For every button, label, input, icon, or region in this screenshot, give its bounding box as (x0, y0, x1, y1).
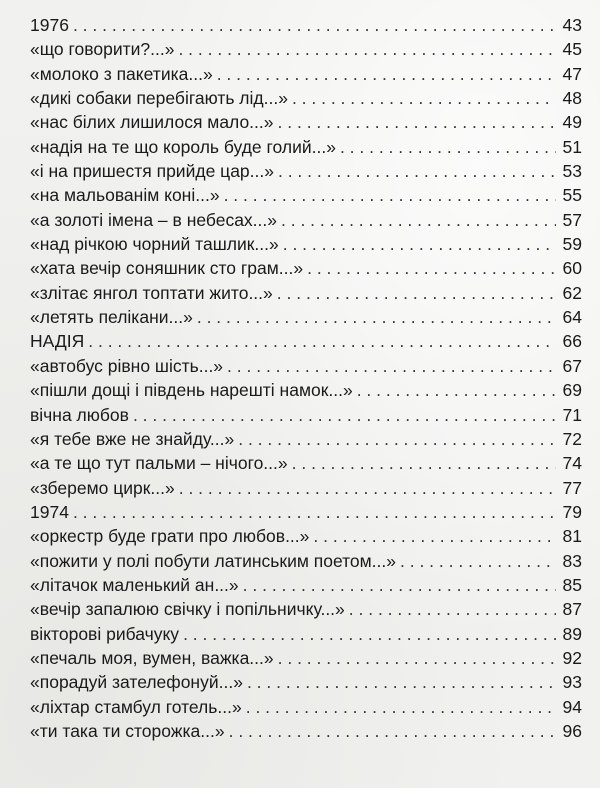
toc-entry-page: 94 (562, 696, 582, 717)
toc-entry-page: 48 (562, 88, 582, 109)
toc-entry-title: «дикі собаки перебігають лід...» (30, 88, 288, 109)
toc-entry-page: 87 (562, 599, 582, 620)
toc-entry-page: 57 (562, 209, 582, 230)
dot-leader (227, 356, 556, 377)
toc-entry-title: «вечір запалюю свічку і попільничку...» (30, 599, 345, 620)
toc-entry-page: 55 (562, 185, 582, 206)
toc-entry (30, 283, 582, 307)
table-of-contents (30, 15, 582, 745)
toc-entry-title: «на мальованім коні...» (30, 185, 220, 206)
toc-entry-page: 64 (562, 307, 582, 328)
toc-entry-page: 83 (562, 550, 582, 571)
dot-leader (217, 64, 556, 85)
dot-leader (246, 697, 556, 718)
toc-entry (30, 64, 582, 88)
toc-entry-title: «зберемо цирк...» (30, 477, 175, 498)
toc-entry-page: 62 (562, 282, 582, 303)
toc-entry-page: 81 (562, 526, 582, 547)
toc-entry-title: «я тебе вже не знайду...» (30, 428, 235, 449)
toc-entry (30, 721, 582, 745)
dot-leader (197, 307, 556, 328)
toc-entry (30, 331, 582, 355)
toc-entry-title: «і на пришестя прийде цар...» (30, 161, 274, 182)
toc-entry-page: 89 (562, 623, 582, 644)
toc-entry-page: 72 (562, 428, 582, 449)
toc-entry-title: «ти така ти сторожка...» (30, 720, 225, 741)
toc-entry (30, 575, 582, 599)
toc-entry-page: 60 (562, 258, 582, 279)
dot-leader (183, 624, 556, 645)
toc-entry (30, 380, 582, 404)
toc-entry-title: «автобус рівно шість...» (30, 355, 224, 376)
toc-entry-page: 49 (562, 112, 582, 133)
toc-entry-title: «злітає янгол топтати жито...» (30, 282, 273, 303)
toc-entry-page: 51 (562, 136, 582, 157)
toc-entry-title: «а золоті імена – в небесах...» (30, 209, 277, 230)
dot-leader (278, 161, 556, 182)
toc-entry (30, 478, 582, 502)
toc-entry (30, 185, 582, 209)
toc-entry-title: «ліхтар стамбул готель...» (30, 696, 242, 717)
toc-entry-title: «молоко з пакетика...» (30, 63, 213, 84)
dot-leader (292, 88, 556, 109)
toc-entry (30, 502, 582, 526)
dot-leader (73, 15, 556, 36)
toc-entry (30, 526, 582, 550)
toc-entry (30, 137, 582, 161)
toc-entry (30, 234, 582, 258)
dot-leader (313, 526, 556, 547)
toc-entry (30, 15, 582, 39)
dot-leader (400, 551, 556, 572)
toc-entry-title: «літачок маленький ан...» (30, 574, 239, 595)
dot-leader (247, 672, 556, 693)
toc-entry-title: «печаль моя, вумен, важка...» (30, 647, 274, 668)
dot-leader (349, 599, 556, 620)
toc-entry-page: 67 (562, 355, 582, 376)
toc-entry-title: вікторові рибачуку (30, 623, 180, 644)
toc-entry (30, 210, 582, 234)
dot-leader (229, 721, 556, 742)
dot-leader (224, 185, 556, 206)
toc-entry-page: 71 (562, 404, 582, 425)
toc-entry-title: «що говорити?...» (30, 39, 175, 60)
toc-entry (30, 161, 582, 185)
toc-entry-title: «нас білих лишилося мало...» (30, 112, 274, 133)
toc-entry-page: 79 (562, 501, 582, 522)
dot-leader (357, 380, 556, 401)
dot-leader (73, 502, 556, 523)
toc-entry (30, 551, 582, 575)
dot-leader (340, 137, 556, 158)
toc-entry-title: «летять пелікани...» (30, 307, 193, 328)
toc-entry-title: «пішли дощі і південь нарешті намок...» (30, 380, 353, 401)
toc-entry-page: 43 (562, 15, 582, 35)
toc-entry-page: 74 (562, 453, 582, 474)
toc-entry-title: «надія на те що король буде голий...» (30, 136, 336, 157)
toc-entry (30, 672, 582, 696)
dot-leader (277, 283, 556, 304)
toc-entry-title: вічна любов (30, 404, 129, 425)
dot-leader (243, 575, 556, 596)
toc-entry (30, 405, 582, 429)
toc-entry-page: 66 (562, 331, 582, 352)
dot-leader (88, 331, 556, 352)
dot-leader (238, 429, 556, 450)
toc-entry (30, 648, 582, 672)
dot-leader (133, 405, 556, 426)
toc-entry-title: «порадуй зателефонуй...» (30, 672, 243, 693)
toc-entry (30, 112, 582, 136)
toc-entry-page: 85 (562, 574, 582, 595)
toc-entry-page: 93 (562, 672, 582, 693)
toc-entry-page: 53 (562, 161, 582, 182)
toc-entry (30, 307, 582, 331)
toc-entry-title: «над річкою чорний ташлик...» (30, 234, 279, 255)
toc-entry (30, 88, 582, 112)
dot-leader (179, 478, 556, 499)
toc-entry (30, 258, 582, 282)
toc-entry-title: 1974 (30, 501, 69, 522)
toc-entry-page: 69 (562, 380, 582, 401)
toc-entry-title: «а те що тут пальми – нічого...» (30, 453, 288, 474)
toc-entry (30, 697, 582, 721)
toc-entry (30, 356, 582, 380)
toc-entry-title: «оркестр буде грати про любов...» (30, 526, 310, 547)
dot-leader (292, 453, 556, 474)
toc-entry-title: НАДІЯ (30, 331, 85, 352)
toc-entry (30, 39, 582, 63)
toc-entry-page: 59 (562, 234, 582, 255)
toc-entry (30, 453, 582, 477)
toc-entry-title: «хата вечір соняшник сто грам...» (30, 258, 304, 279)
toc-entry (30, 599, 582, 623)
toc-entry-page: 47 (562, 63, 582, 84)
toc-entry-page: 77 (562, 477, 582, 498)
toc-entry-title: 1976 (30, 15, 69, 35)
toc-entry (30, 624, 582, 648)
toc-entry-page: 96 (562, 720, 582, 741)
dot-leader (178, 39, 556, 60)
toc-entry-page: 92 (562, 647, 582, 668)
dot-leader (278, 112, 556, 133)
toc-entry-title: «пожити у полі побути латинським поетом...» (30, 550, 396, 571)
dot-leader (278, 648, 556, 669)
dot-leader (281, 210, 556, 231)
dot-leader (283, 234, 556, 255)
toc-entry (30, 429, 582, 453)
dot-leader (307, 258, 556, 279)
toc-entry-page: 45 (562, 39, 582, 60)
